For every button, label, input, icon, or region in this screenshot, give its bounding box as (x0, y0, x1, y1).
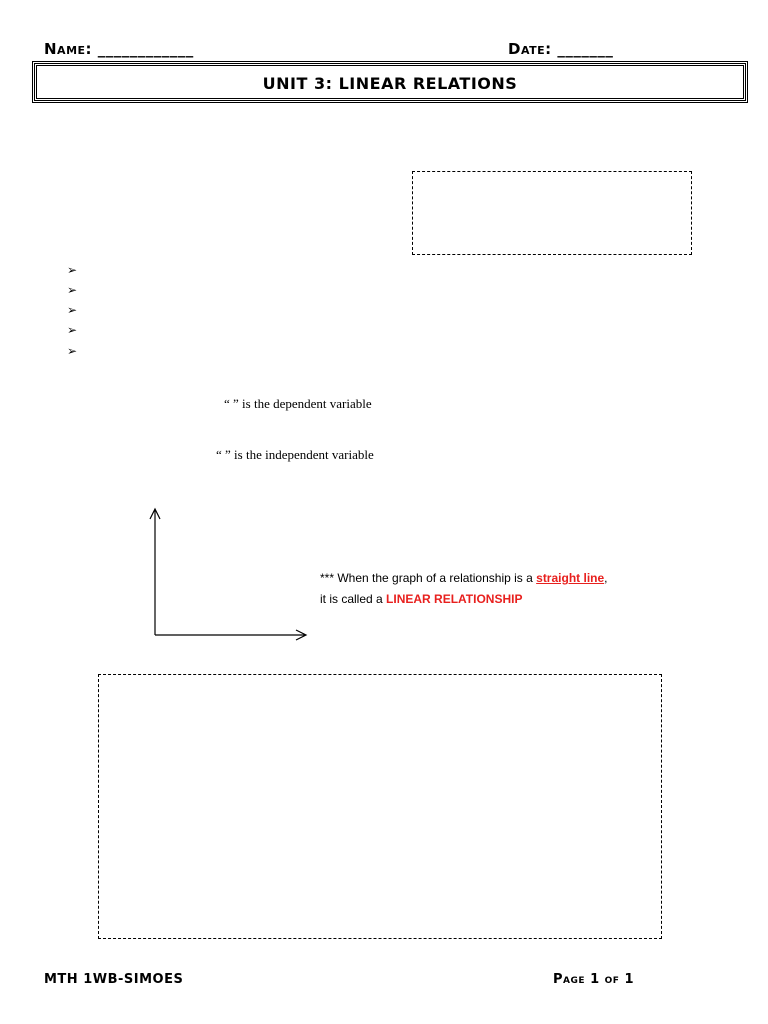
statement-text: it is called a (320, 592, 387, 606)
axes-diagram (140, 500, 320, 645)
page-title: UNIT 3: LINEAR RELATIONS (262, 74, 518, 93)
answer-box-large (98, 674, 662, 939)
linear-relationship-emphasis: LINEAR RELATIONSHIP (386, 592, 523, 606)
name-field-label: Name: ____________ (44, 40, 194, 58)
page-total: 1 (624, 972, 635, 987)
straight-line-highlight: straight line (536, 571, 605, 585)
bullet-icon: ➢ (67, 263, 78, 277)
bullet-icon: ➢ (67, 283, 78, 297)
page-mid: of (599, 972, 625, 987)
page-prefix: Page (553, 972, 591, 987)
independent-variable-text: “ ” is the independent variable (216, 447, 374, 462)
dependent-variable-text: “ ” is the dependent variable (224, 396, 372, 411)
date-field-label: Date: _______ (508, 40, 614, 58)
statement-comma: , (604, 571, 608, 585)
title-box (34, 63, 746, 101)
footer-course-code: MTH 1WB-SIMOES (44, 972, 184, 987)
page-current: 1 (590, 972, 600, 987)
statement-text: *** When the graph of a relationship is a (320, 571, 537, 585)
bullet-icon: ➢ (67, 323, 78, 337)
answer-box-small (412, 171, 692, 255)
linear-statement-line1 (320, 568, 608, 588)
footer-page-number (553, 972, 634, 987)
bullet-icon: ➢ (67, 303, 78, 317)
linear-statement-line2 (320, 589, 522, 609)
bullet-icon: ➢ (67, 344, 78, 358)
